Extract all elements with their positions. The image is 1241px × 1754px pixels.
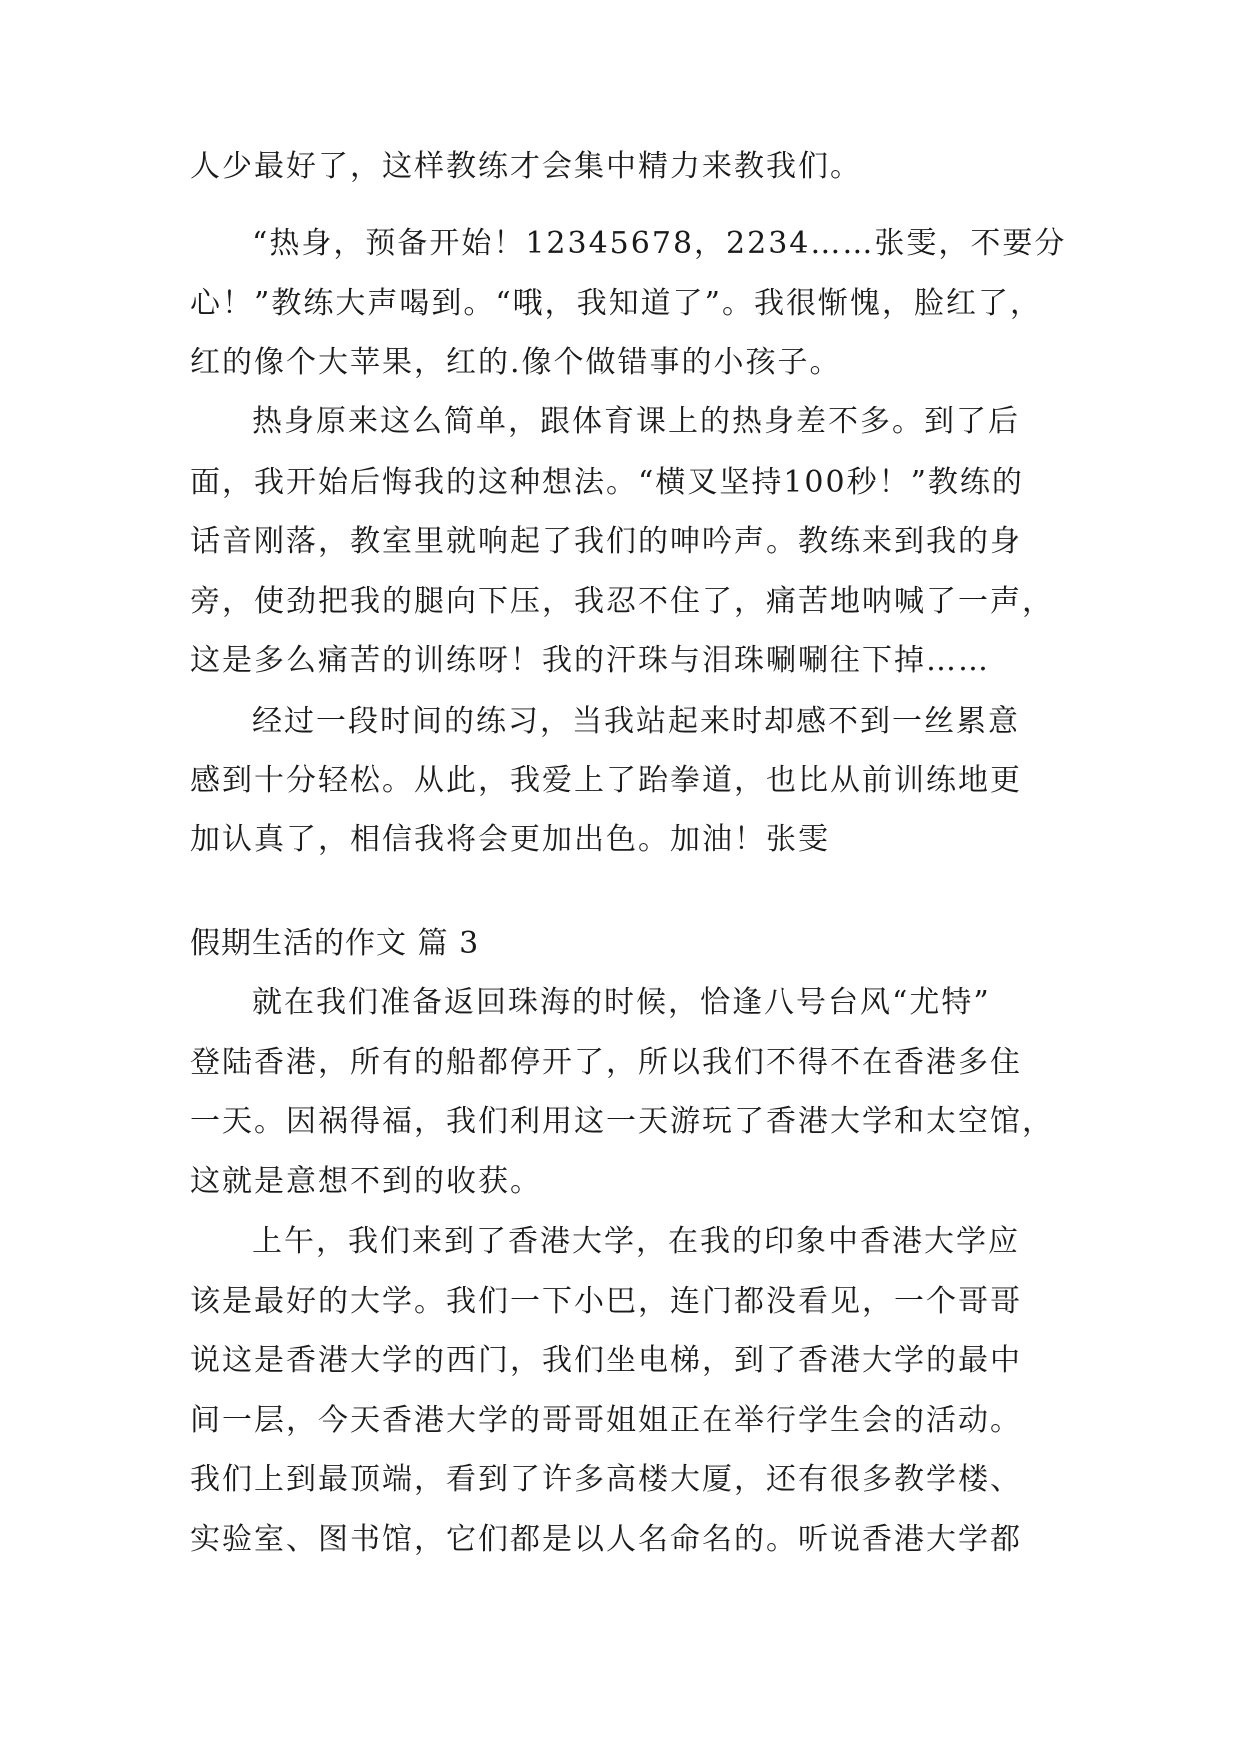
text-line: “热身，预备开始！12345678，2234……张雯，不要分 <box>252 226 1067 261</box>
text-line: 面，我开始后悔我的这种想法。“横叉坚持100秒！”教练的 <box>190 465 1024 500</box>
text-line: 心！”教练大声喝到。“哦，我知道了”。我很惭愧，脸红了， <box>190 286 1043 321</box>
text-line: 这就是意想不到的收获。 <box>190 1164 542 1199</box>
text-line: 加认真了，相信我将会更加出色。加油！张雯 <box>190 822 830 857</box>
text-line: 该是最好的大学。我们一下小巴，连门都没看见，一个哥哥 <box>190 1284 1022 1319</box>
text-line: 一天。因祸得福，我们利用这一天游玩了香港大学和太空馆， <box>190 1104 1054 1139</box>
text-line: 经过一段时间的练习，当我站起来时却感不到一丝累意 <box>252 704 1020 739</box>
text-line: 热身原来这么简单，跟体育课上的热身差不多。到了后 <box>252 404 1020 439</box>
text-line: 说这是香港大学的西门，我们坐电梯，到了香港大学的最中 <box>190 1343 1022 1378</box>
text-line: 感到十分轻松。从此，我爱上了跆拳道，也比从前训练地更 <box>190 763 1022 798</box>
section-heading: 假期生活的作文 篇 3 <box>190 926 480 961</box>
text-line: 红的像个大苹果，红的.像个做错事的小孩子。 <box>190 345 842 380</box>
text-line: 旁，使劲把我的腿向下压，我忍不住了，痛苦地呐喊了一声， <box>190 584 1054 619</box>
text-line: 间一层，今天香港大学的哥哥姐姐正在举行学生会的活动。 <box>190 1403 1022 1438</box>
text-line: 实验室、图书馆，它们都是以人名命名的。听说香港大学都 <box>190 1522 1022 1557</box>
text-line: 就在我们准备返回珠海的时候，恰逢八号台风“尤特” <box>252 985 991 1020</box>
text-line: 我们上到最顶端，看到了许多高楼大厦，还有很多教学楼、 <box>190 1462 1022 1497</box>
text-line: 这是多么痛苦的训练呀！我的汗珠与泪珠唰唰往下掉…… <box>190 643 990 678</box>
text-line: 上午，我们来到了香港大学，在我的印象中香港大学应 <box>252 1224 1020 1259</box>
text-line: 人少最好了，这样教练才会集中精力来教我们。 <box>190 149 862 184</box>
text-line: 登陆香港，所有的船都停开了，所以我们不得不在香港多住 <box>190 1045 1022 1080</box>
text-line: 话音刚落，教室里就响起了我们的呻吟声。教练来到我的身 <box>190 524 1022 559</box>
